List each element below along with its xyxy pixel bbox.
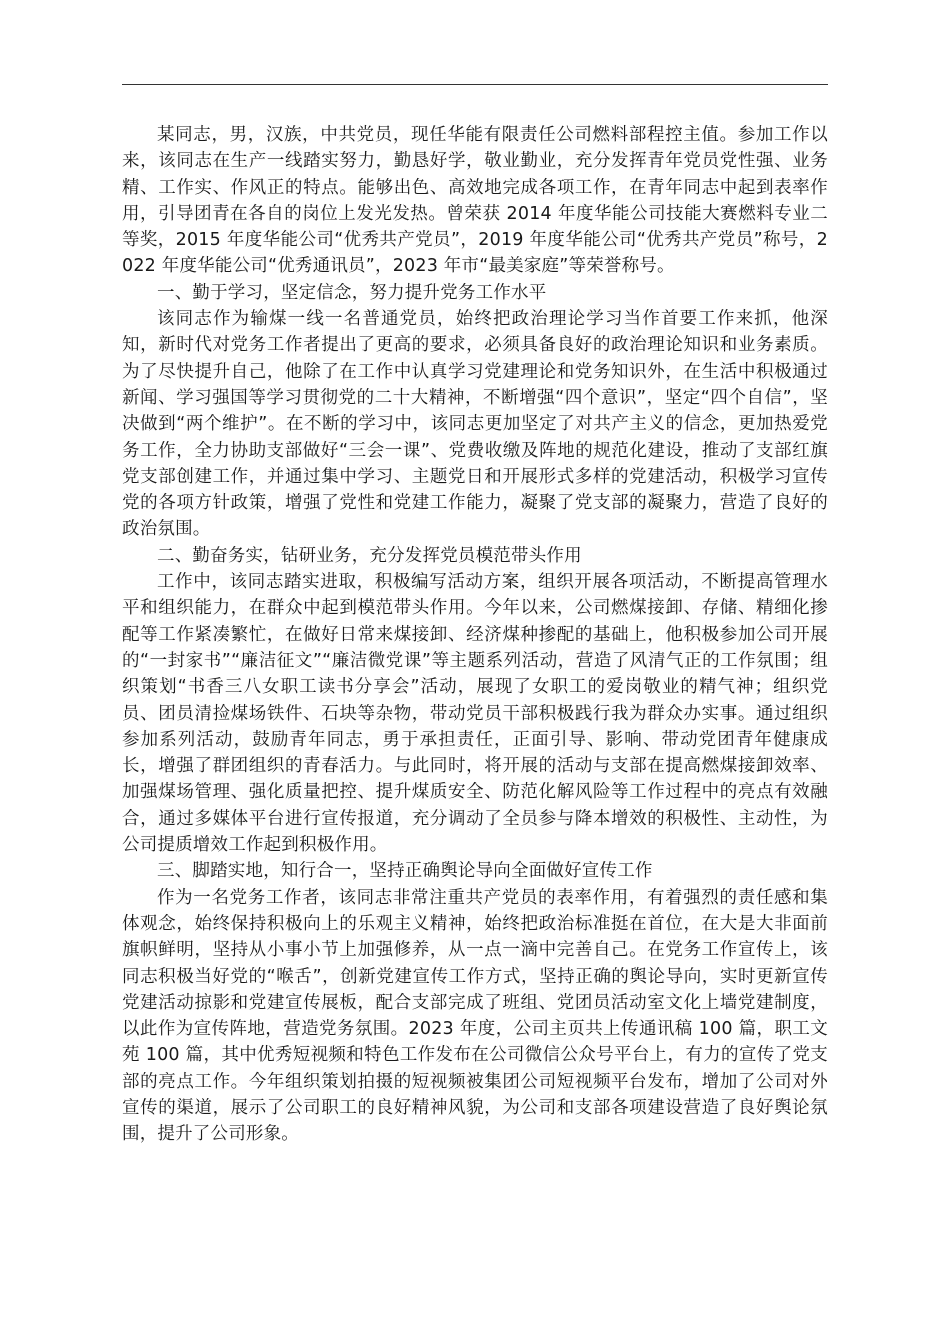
section-body-2: 工作中，该同志踏实进取，积极编写活动方案，组织开展各项活动，不断提高管理水平和组织能力，在群众中起到模范带头作用。今年以来，公司燃煤接卸、存储、精细化掺配等工作紧凑繁忙，在做好日常来煤接卸、经济煤种掺配的基础上，他积极参加公司开展的“一封家书”“廉洁征文”“廉洁微党课”等主题系列活动，营造了风清气正的工作氛围；组织策划“书香三八女职工读书分享会”活动，展现了女职工的爱岗敬业的精气神；组织党员、团员清捡煤场铁件、石块等杂物，带动党员干部积极践行我为群众办实事。通过组织参加系列活动，鼓励青年同志，勇于承担责任，正面引导、影响、带动党团青年健康成长，增强了群团组织的青春活力。与此同时，将开展的活动与支部在提高燃煤接卸效率、加强煤场管理、强化质量把控、提升煤质安全、防范化解风险等工作过程中的亮点有效融合，通过多媒体平台进行宣传报道，充分调动了全员参与降本增效的积极性、主动性，为公司提质增效工作起到积极作用。 — [122, 572, 828, 856]
section-heading-1: 一、勤于学习，坚定信念，努力提升党务工作水平 — [157, 282, 547, 303]
document-body — [122, 122, 828, 1148]
intro-paragraph: 某同志，男，汉族，中共党员，现任华能有限责任公司燃料部程控主值。参加工作以来，该同志在生产一线踏实努力，勤恳好学，敬业勤业，充分发挥青年党员党性强、业务精、工作实、作风正的特点。能够出色、高效地完成各项工作，在青年同志中起到表率作用，引导团青在各自的岗位上发光发热。曾荣获 2014 年度华能公司技能大赛燃料专业二等奖，2015 年度华能公司“优秀共产党员”，2019 年度华能公司“优秀共产党员”称号，2022 年度华能公司“优秀通讯员”，2023 年市“最美家庭”等荣誉称号。 — [122, 125, 828, 277]
section-body-1: 该同志作为输煤一线一名普通党员，始终把政治理论学习当作首要工作来抓，他深知，新时代对党务工作者提出了更高的要求，必须具备良好的政治理论知识和业务素质。为了尽快提升自己，他除了在工作中认真学习党建理论和党务知识外，在生活中积极通过新闻、学习强国等学习贯彻党的二十大精神，不断增强“四个意识”，坚定“四个自信”，坚决做到“两个维护”。在不断的学习中，该同志更加坚定了对共产主义的信念，更加热爱党务工作，全力协助支部做好“三会一课”、党费收缴及阵地的规范化建设，推动了支部红旗党支部创建工作，并通过集中学习、主题党日和开展形式多样的党建活动，积极学习宣传党的各项方针政策，增强了党性和党建工作能力，凝聚了党支部的凝聚力，营造了良好的政治氛围。 — [122, 309, 828, 540]
header-rule — [122, 84, 828, 85]
section-body-3: 作为一名党务工作者，该同志非常注重共产党员的表率作用，有着强烈的责任感和集体观念，始终保持积极向上的乐观主义精神，始终把政治标准挺在首位，在大是大非面前旗帜鲜明，坚持从小事小节上加强修养，从一点一滴中完善自己。在党务工作宣传上，该同志积极当好党的“喉舌”，创新党建宣传工作方式，坚持正确的舆论导向，实时更新宣传党建活动掠影和党建宣传展板，配合支部完成了班组、党团员活动室文化上墙党建制度，以此作为宣传阵地，营造党务氛围。2023 年度，公司主页共上传通讯稿 100 篇，职工文苑 100 篇，其中优秀短视频和特色工作发布在公司微信公众号平台上，有力的宣传了党支部的亮点工作。今年组织策划拍摄的短视频被集团公司短视频平台发布，增加了公司对外宣传的渠道，展示了公司职工的良好精神风貌，为公司和支部各项建设营造了良好舆论氛围，提升了公司形象。 — [122, 887, 828, 1145]
section-heading-2: 二、勤奋务实，钻研业务，充分发挥党员模范带头作用 — [157, 545, 582, 566]
section-heading-3: 三、脚踏实地，知行合一，坚持正确舆论导向全面做好宣传工作 — [157, 861, 653, 882]
